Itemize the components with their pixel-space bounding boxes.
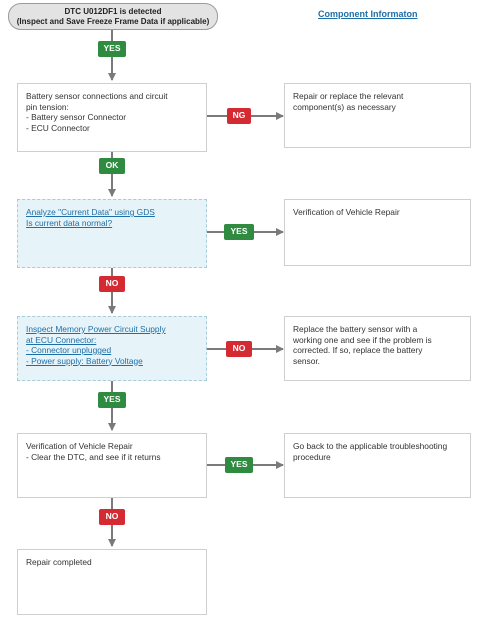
result-3-line: corrected. If so, replace the battery (293, 345, 423, 355)
no-badge: NO (99, 509, 125, 525)
step-1-line: - Battery sensor Connector (26, 112, 127, 122)
result-2-box (284, 199, 471, 266)
step-2-link-line[interactable]: Analyze "Current Data" using GDS (26, 207, 155, 217)
result-3-line: working one and see if the problem is (293, 334, 432, 345)
yes-badge: YES (98, 392, 126, 408)
start-line-1: DTC U012DF1 is detected (64, 7, 162, 16)
no-badge: NO (226, 341, 252, 357)
step-3-box[interactable] (17, 316, 207, 381)
yes-badge: YES (225, 457, 253, 473)
result-3-line: Replace the battery sensor with a (293, 324, 418, 334)
step-3-link-line[interactable]: - Power supply: Battery Voltage (26, 355, 143, 366)
ok-badge: OK (99, 158, 125, 174)
no-badge: NO (99, 276, 125, 292)
step-2-link-line[interactable]: Is current data normal? (26, 217, 113, 228)
step-1-box (17, 83, 207, 152)
start-node (8, 3, 218, 30)
result-1-line: Repair or replace the relevant (293, 91, 404, 101)
step-4-box (17, 433, 207, 498)
step-4-line: - Clear the DTC, and see if it returns (26, 451, 161, 462)
component-information-link[interactable]: Component Informaton (318, 9, 418, 19)
step-3-link-line[interactable]: - Connector unplugged (26, 345, 112, 355)
yes-badge: YES (98, 41, 126, 57)
result-2-line: Verification of Vehicle Repair (293, 207, 400, 217)
step-3-link-line[interactable]: Inspect Memory Power Circuit Supply (26, 324, 166, 334)
result-3-line: sensor. (293, 355, 321, 366)
step-1-line: - ECU Connector (26, 122, 90, 133)
yes-badge: YES (224, 224, 254, 240)
step-4-line: Verification of Vehicle Repair (26, 441, 133, 451)
result-1-line: component(s) as necessary (293, 101, 396, 112)
step-5-box (17, 549, 207, 615)
step-3-link-line[interactable]: at ECU Connector: (26, 334, 97, 345)
result-1-box (284, 83, 471, 148)
result-4-box (284, 433, 471, 498)
result-4-line: procedure (293, 451, 331, 462)
step-1-line: pin tension: (26, 101, 69, 112)
result-3-box (284, 316, 471, 381)
result-4-line: Go back to the applicable troubleshooting (293, 441, 448, 451)
step-2-box[interactable] (17, 199, 207, 268)
ng-badge: NG (227, 108, 251, 124)
start-line-2: (Inspect and Save Freeze Frame Data if applicable) (16, 17, 210, 26)
step-1-line: Battery sensor connections and circuit (26, 91, 168, 101)
step-5-line: Repair completed (26, 557, 92, 567)
